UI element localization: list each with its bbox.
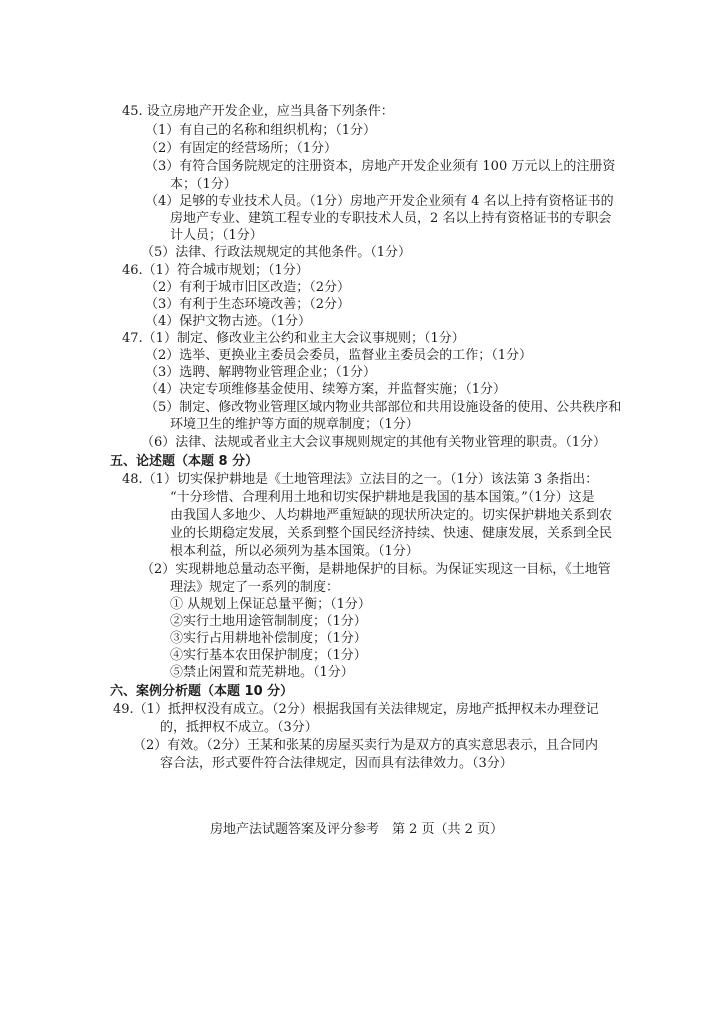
q45-item: （1）有自己的名称和组织机构；（1分） [145, 123, 377, 138]
q48-subitem: ⑤禁止闲置和荒芜耕地。（1分） [170, 665, 354, 680]
q47-item: （5）制定、修改物业管理区域内物业共部部位和共用设施设备的使用、公共秩序和 [145, 400, 622, 415]
q48-item-cont: 由我国人多地少、人均耕地严重短缺的现状所决定的。切实保护耕地关系到农 [170, 508, 613, 523]
q48-item-cont: 业的长期稳定发展，关系到整个国民经济持续、快速、健康发展，关系到全民 [170, 526, 613, 541]
q48-subitem: ④实行基本农田保护制度；（1分） [170, 648, 367, 663]
q49-item: 49.（1）抵押权没有成立。（2分）根据我国有关法律规定，房地产抵押权未办理登记 [113, 702, 599, 717]
page-footer: 房地产法试题答案及评分参考 第 2 页（共 2 页） [210, 822, 504, 837]
q45-item: （3）有符合国务院规定的注册资本，房地产开发企业须有 100 万元以上的注册资 [145, 159, 616, 174]
q47-item: （6）法律、法规或者业主大会议事规则规定的其他有关物业管理的职责。（1分） [141, 435, 607, 450]
section6-heading: 六、案例分析题（本题 10 分） [110, 684, 294, 699]
q46-item: （2）有利于城市旧区改造；（2分） [145, 280, 351, 295]
q45-item-cont: 计人员；（1分） [170, 228, 263, 243]
q48-subitem: ① 从规划上保证总量平衡；（1分） [170, 597, 371, 612]
q49-item: （2）有效。（2分）王某和张某的房屋买卖行为是双方的真实意思表示，且合同内 [133, 738, 599, 753]
q48-item-cont: 根本利益，所以必须列为基本国策。（1分） [170, 544, 419, 559]
q48-subitem: ②实行土地用途管制制度；（1分） [170, 614, 367, 629]
q47-item-cont: 环境卫生的维护等方面的规章制度；（1分） [170, 417, 419, 432]
q45-item: （2）有固定的经营场所；（1分） [145, 141, 338, 156]
q48-item: 48.（1）切实保护耕地是《土地管理法》立法目的之一。（1分）该法第 3 条指出： [122, 472, 599, 487]
q48-item-cont: “十分珍惜、合理利用土地和切实保护耕地是我国的基本国策。”（1分）这是 [170, 490, 595, 505]
q49-item-cont: 的，抵押权不成立。（3分） [160, 720, 318, 735]
section5-heading: 五、论述题（本题 8 分） [110, 454, 259, 469]
q48-subitem: ③实行占用耕地补偿制度；（1分） [170, 631, 367, 646]
q45-item: （5）法律、行政法规规定的其他条件。（1分） [141, 245, 412, 260]
q46-item: （3）有利于生态环境改善；（2分） [145, 297, 351, 312]
q47-item: （3）选聘、解聘物业管理企业；（1分） [145, 365, 377, 380]
q48-item: （2）实现耕地总量动态平衡，是耕地保护的目标。为保证实现这一目标，《土地管 [141, 562, 611, 577]
q49-item-cont: 容合法，形式要件符合法律规定，因而具有法律效力。（3分） [160, 756, 513, 771]
q46-item: （4）保护文物古迹。（1分） [145, 314, 312, 329]
q45-item-cont: 房地产专业、建筑工程专业的专职技术人员，2 名以上持有资格证书的专职会 [170, 211, 612, 226]
q45-item-cont: 本；（1分） [170, 177, 237, 192]
q48-item-cont: 理法》规定了一系列的制度： [170, 580, 340, 595]
q47-item: 47.（1）制定、修改业主公约和业主大会议事规则；（1分） [122, 331, 465, 346]
q45-title: 45. 设立房地产开发企业，应当具备下列条件： [122, 104, 394, 119]
q46-item: 46.（1）符合城市规划；（1分） [122, 263, 309, 278]
q45-item: （4）足够的专业技术人员。（1分）房地产开发企业须有 4 名以上持有资格证书的 [145, 194, 614, 209]
q47-item: （2）选举、更换业主委员会委员，监督业主委员会的工作；（1分） [145, 348, 533, 363]
q47-item: （4）决定专项维修基金使用、续筹方案，并监督实施；（1分） [145, 382, 507, 397]
